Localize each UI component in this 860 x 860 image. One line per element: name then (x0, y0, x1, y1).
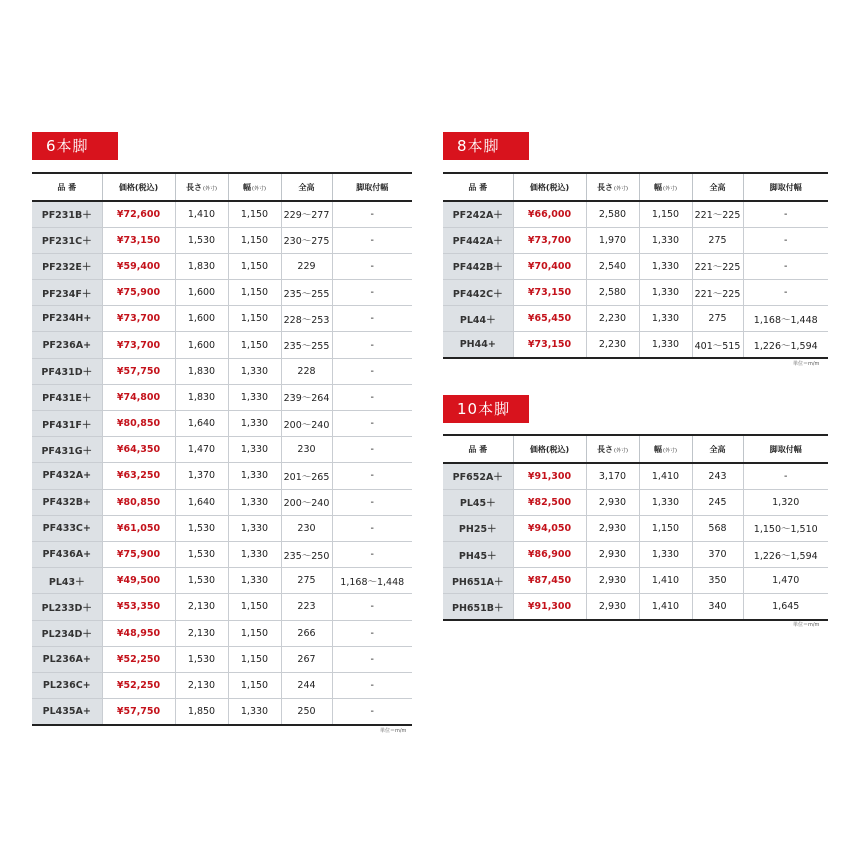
cell-length: 1,470 (175, 437, 228, 463)
six-legs-title: 6本脚 (32, 132, 118, 160)
cell-price: ¥52,250 (102, 672, 175, 698)
cell-width: 1,150 (639, 201, 692, 227)
cell-width: 1,330 (639, 280, 692, 306)
cell-height: 221〜225 (692, 253, 743, 279)
header-height: 全高 (281, 173, 332, 201)
cell-length: 1,410 (175, 201, 228, 227)
cell-length: 2,130 (175, 620, 228, 646)
cell-price: ¥48,950 (102, 620, 175, 646)
cell-width: 1,150 (228, 594, 281, 620)
cell-width: 1,330 (639, 227, 692, 253)
table-row (443, 280, 828, 306)
cell-height: 229〜277 (281, 201, 332, 227)
cell-model: PF442B＋ (443, 253, 513, 279)
cell-length: 1,830 (175, 384, 228, 410)
table-row (32, 672, 412, 698)
cell-width: 1,150 (228, 620, 281, 646)
cell-length: 1,370 (175, 463, 228, 489)
table-row (32, 384, 412, 410)
cell-height: 266 (281, 620, 332, 646)
cell-leg-width: - (332, 280, 412, 306)
cell-height: 228 (281, 358, 332, 384)
table-row (443, 332, 828, 358)
cell-model: PF442C＋ (443, 280, 513, 306)
cell-width: 1,330 (228, 489, 281, 515)
cell-price: ¥80,850 (102, 489, 175, 515)
cell-leg-width: - (332, 306, 412, 332)
table-row (32, 332, 412, 358)
cell-price: ¥73,700 (513, 227, 586, 253)
cell-leg-width: - (332, 227, 412, 253)
cell-length: 2,580 (586, 201, 639, 227)
cell-model: PF432A+ (32, 463, 102, 489)
cell-model: PL236A+ (32, 646, 102, 672)
cell-price: ¥82,500 (513, 489, 586, 515)
cell-leg-width: - (332, 411, 412, 437)
cell-height: 340 (692, 594, 743, 620)
cell-price: ¥64,350 (102, 437, 175, 463)
cell-width: 1,330 (228, 515, 281, 541)
cell-model: PF442A＋ (443, 227, 513, 253)
cell-model: PF432B+ (32, 489, 102, 515)
cell-width: 1,150 (228, 280, 281, 306)
cell-width: 1,330 (639, 253, 692, 279)
header-model: 品 番 (32, 173, 102, 201)
cell-width: 1,150 (228, 332, 281, 358)
table-row (32, 646, 412, 672)
cell-model: PL45＋ (443, 489, 513, 515)
cell-height: 221〜225 (692, 280, 743, 306)
six-legs-table (32, 172, 412, 726)
cell-price: ¥91,300 (513, 463, 586, 489)
cell-height: 229 (281, 253, 332, 279)
cell-price: ¥94,050 (513, 515, 586, 541)
cell-length: 1,530 (175, 541, 228, 567)
cell-model: PL435A+ (32, 699, 102, 725)
table-row (443, 594, 828, 620)
cell-model: PF431F＋ (32, 411, 102, 437)
cell-length: 3,170 (586, 463, 639, 489)
cell-height: 230 (281, 515, 332, 541)
cell-height: 201〜265 (281, 463, 332, 489)
cell-length: 1,830 (175, 253, 228, 279)
header-leg-width: 脚取付幅 (743, 435, 828, 463)
header-height: 全高 (692, 173, 743, 201)
cell-price: ¥72,600 (102, 201, 175, 227)
cell-height: 230 (281, 437, 332, 463)
table-row (32, 201, 412, 227)
cell-length: 1,600 (175, 332, 228, 358)
cell-length: 2,930 (586, 542, 639, 568)
cell-height: 568 (692, 515, 743, 541)
cell-leg-width: - (332, 489, 412, 515)
cell-height: 243 (692, 463, 743, 489)
header-width: 幅(外寸) (639, 435, 692, 463)
header-price: 価格(税込) (102, 173, 175, 201)
cell-length: 1,970 (586, 227, 639, 253)
cell-leg-width: - (332, 253, 412, 279)
cell-price: ¥66,000 (513, 201, 586, 227)
table-row (443, 201, 828, 227)
cell-length: 1,850 (175, 699, 228, 725)
table-row (32, 568, 412, 594)
cell-price: ¥73,150 (102, 227, 175, 253)
cell-width: 1,150 (228, 227, 281, 253)
cell-length: 2,930 (586, 489, 639, 515)
table-row (443, 568, 828, 594)
cell-height: 267 (281, 646, 332, 672)
cell-width: 1,330 (639, 332, 692, 358)
cell-length: 2,230 (586, 332, 639, 358)
cell-length: 1,830 (175, 358, 228, 384)
unit-note: 単位＝m/m (380, 728, 407, 734)
cell-width: 1,330 (228, 699, 281, 725)
cell-leg-width: 1,168〜1,448 (332, 568, 412, 594)
cell-leg-width: - (332, 437, 412, 463)
cell-width: 1,330 (228, 358, 281, 384)
header-width: 幅(外寸) (639, 173, 692, 201)
table-row (32, 280, 412, 306)
cell-model: PH44+ (443, 332, 513, 358)
cell-price: ¥52,250 (102, 646, 175, 672)
cell-model: PL43＋ (32, 568, 102, 594)
cell-price: ¥73,150 (513, 332, 586, 358)
cell-height: 275 (281, 568, 332, 594)
cell-price: ¥63,250 (102, 463, 175, 489)
table-row (443, 463, 828, 489)
cell-leg-width: - (332, 515, 412, 541)
cell-price: ¥59,400 (102, 253, 175, 279)
header-model: 品 番 (443, 435, 513, 463)
cell-price: ¥80,850 (102, 411, 175, 437)
cell-leg-width: - (743, 253, 828, 279)
cell-width: 1,330 (228, 568, 281, 594)
cell-model: PH25＋ (443, 515, 513, 541)
cell-height: 370 (692, 542, 743, 568)
header-model: 品 番 (443, 173, 513, 201)
cell-height: 275 (692, 306, 743, 332)
table-header-row (443, 435, 828, 463)
cell-price: ¥73,700 (102, 306, 175, 332)
cell-length: 1,530 (175, 568, 228, 594)
cell-price: ¥53,350 (102, 594, 175, 620)
eight-legs-title: 8本脚 (443, 132, 529, 160)
cell-model: PF431D＋ (32, 358, 102, 384)
cell-model: PF232E＋ (32, 253, 102, 279)
cell-length: 1,600 (175, 280, 228, 306)
cell-width: 1,150 (639, 515, 692, 541)
cell-leg-width: 1,150〜1,510 (743, 515, 828, 541)
cell-model: PF436A+ (32, 541, 102, 567)
table-row (443, 227, 828, 253)
cell-leg-width: - (332, 646, 412, 672)
cell-model: PH651A＋ (443, 568, 513, 594)
cell-width: 1,330 (228, 463, 281, 489)
cell-width: 1,330 (639, 489, 692, 515)
cell-leg-width: - (332, 201, 412, 227)
cell-length: 2,930 (586, 515, 639, 541)
cell-width: 1,150 (228, 201, 281, 227)
cell-height: 401〜515 (692, 332, 743, 358)
table-row (32, 541, 412, 567)
table-row (32, 306, 412, 332)
cell-length: 1,530 (175, 646, 228, 672)
cell-leg-width: - (332, 358, 412, 384)
cell-width: 1,330 (228, 411, 281, 437)
header-leg-width: 脚取付幅 (743, 173, 828, 201)
unit-note: 単位＝m/m (793, 361, 820, 367)
header-width: 幅(外寸) (228, 173, 281, 201)
cell-leg-width: - (332, 541, 412, 567)
cell-height: 235〜250 (281, 541, 332, 567)
cell-height: 350 (692, 568, 743, 594)
cell-leg-width: 1,168〜1,448 (743, 306, 828, 332)
cell-model: PF231C＋ (32, 227, 102, 253)
table-row (32, 699, 412, 725)
cell-price: ¥57,750 (102, 699, 175, 725)
cell-width: 1,150 (228, 306, 281, 332)
table-row (443, 542, 828, 568)
cell-height: 244 (281, 672, 332, 698)
cell-width: 1,330 (228, 437, 281, 463)
table-row (32, 489, 412, 515)
cell-model: PL234D＋ (32, 620, 102, 646)
cell-length: 1,530 (175, 227, 228, 253)
cell-price: ¥65,450 (513, 306, 586, 332)
table-row (443, 489, 828, 515)
table-header-row (32, 173, 412, 201)
table-row (443, 306, 828, 332)
cell-length: 2,930 (586, 568, 639, 594)
cell-price: ¥87,450 (513, 568, 586, 594)
header-price: 価格(税込) (513, 173, 586, 201)
cell-height: 228〜253 (281, 306, 332, 332)
cell-width: 1,330 (228, 384, 281, 410)
cell-width: 1,330 (228, 541, 281, 567)
cell-height: 245 (692, 489, 743, 515)
cell-price: ¥86,900 (513, 542, 586, 568)
cell-height: 223 (281, 594, 332, 620)
cell-price: ¥75,900 (102, 280, 175, 306)
cell-leg-width: - (332, 620, 412, 646)
ten-legs-title: 10本脚 (443, 395, 529, 423)
cell-height: 250 (281, 699, 332, 725)
cell-leg-width: - (332, 332, 412, 358)
header-length: 長さ(外寸) (175, 173, 228, 201)
cell-price: ¥91,300 (513, 594, 586, 620)
header-height: 全高 (692, 435, 743, 463)
cell-height: 275 (692, 227, 743, 253)
cell-width: 1,410 (639, 594, 692, 620)
table-row (32, 411, 412, 437)
cell-model: PL233D＋ (32, 594, 102, 620)
cell-model: PF242A＋ (443, 201, 513, 227)
cell-width: 1,150 (228, 672, 281, 698)
table-row (32, 594, 412, 620)
table-header-row (443, 173, 828, 201)
cell-length: 2,130 (175, 594, 228, 620)
cell-leg-width: 1,320 (743, 489, 828, 515)
cell-height: 200〜240 (281, 489, 332, 515)
cell-model: PH651B＋ (443, 594, 513, 620)
cell-length: 2,230 (586, 306, 639, 332)
cell-price: ¥75,900 (102, 541, 175, 567)
cell-leg-width: - (743, 463, 828, 489)
header-leg-width: 脚取付幅 (332, 173, 412, 201)
unit-note: 単位＝m/m (793, 622, 820, 628)
cell-price: ¥74,800 (102, 384, 175, 410)
cell-leg-width: - (332, 672, 412, 698)
cell-leg-width: - (332, 463, 412, 489)
cell-model: PF431E＋ (32, 384, 102, 410)
cell-price: ¥61,050 (102, 515, 175, 541)
cell-length: 2,930 (586, 594, 639, 620)
cell-width: 1,150 (228, 646, 281, 672)
cell-leg-width: 1,226〜1,594 (743, 542, 828, 568)
table-row (443, 253, 828, 279)
cell-leg-width: - (743, 280, 828, 306)
table-row (32, 253, 412, 279)
cell-width: 1,410 (639, 568, 692, 594)
header-length: 長さ(外寸) (586, 435, 639, 463)
header-length: 長さ(外寸) (586, 173, 639, 201)
cell-length: 2,540 (586, 253, 639, 279)
cell-leg-width: - (743, 227, 828, 253)
cell-model: PF234F＋ (32, 280, 102, 306)
cell-length: 1,640 (175, 489, 228, 515)
cell-height: 230〜275 (281, 227, 332, 253)
ten-legs-table (443, 434, 828, 621)
cell-price: ¥49,500 (102, 568, 175, 594)
cell-height: 239〜264 (281, 384, 332, 410)
cell-model: PH45＋ (443, 542, 513, 568)
cell-length: 1,640 (175, 411, 228, 437)
cell-leg-width: - (332, 384, 412, 410)
cell-length: 1,600 (175, 306, 228, 332)
header-price: 価格(税込) (513, 435, 586, 463)
cell-width: 1,330 (639, 306, 692, 332)
cell-model: PF236A+ (32, 332, 102, 358)
cell-width: 1,150 (228, 253, 281, 279)
table-row (443, 515, 828, 541)
cell-length: 2,580 (586, 280, 639, 306)
table-row (32, 463, 412, 489)
cell-leg-width: 1,645 (743, 594, 828, 620)
cell-model: PF431G＋ (32, 437, 102, 463)
cell-price: ¥73,700 (102, 332, 175, 358)
cell-width: 1,330 (639, 542, 692, 568)
cell-model: PL44＋ (443, 306, 513, 332)
cell-model: PF652A＋ (443, 463, 513, 489)
table-row (32, 358, 412, 384)
cell-price: ¥73,150 (513, 280, 586, 306)
cell-height: 221〜225 (692, 201, 743, 227)
table-row (32, 227, 412, 253)
cell-leg-width: 1,226〜1,594 (743, 332, 828, 358)
table-row (32, 515, 412, 541)
cell-price: ¥70,400 (513, 253, 586, 279)
cell-price: ¥57,750 (102, 358, 175, 384)
cell-height: 235〜255 (281, 332, 332, 358)
cell-model: PF231B＋ (32, 201, 102, 227)
table-row (32, 437, 412, 463)
cell-leg-width: - (332, 699, 412, 725)
cell-leg-width: 1,470 (743, 568, 828, 594)
cell-length: 2,130 (175, 672, 228, 698)
table-row (32, 620, 412, 646)
eight-legs-table (443, 172, 828, 359)
cell-model: PF234H+ (32, 306, 102, 332)
cell-model: PF433C+ (32, 515, 102, 541)
cell-width: 1,410 (639, 463, 692, 489)
cell-model: PL236C+ (32, 672, 102, 698)
cell-leg-width: - (332, 594, 412, 620)
cell-height: 235〜255 (281, 280, 332, 306)
cell-height: 200〜240 (281, 411, 332, 437)
cell-leg-width: - (743, 201, 828, 227)
cell-length: 1,530 (175, 515, 228, 541)
